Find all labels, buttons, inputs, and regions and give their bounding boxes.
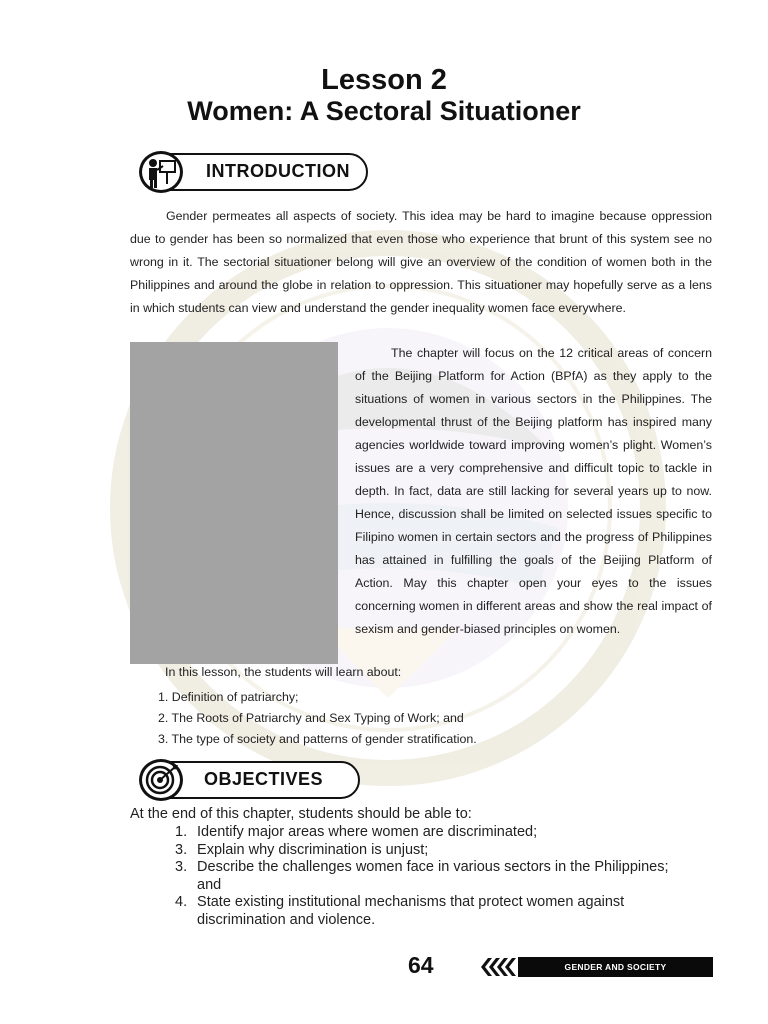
image-placeholder: [130, 342, 338, 664]
intro-paragraph-1: Gender permeates all aspects of society. This idea may be hard to imagine because oppression due to gender has been so normalized that even those who experience that brunt of this system see no wrong in it. The sectorial situationer belong will give an overview of the condition of women both in the Philippines and around the globe in relation to oppression. This situationer may hopefully serve as a lens in which students can view and understand the gender inequality women face everywhere.: [130, 209, 712, 315]
book-title-bar: GENDER AND SOCIETY: [518, 957, 713, 977]
objective-item: 3. Describe the challenges women face in various sectors in the Philippines; and: [175, 859, 669, 893]
target-icon: [139, 759, 183, 801]
page-title: Women: A Sectoral Situationer: [187, 96, 581, 126]
objective-item: 1. Identify major areas where women are discriminated;: [175, 824, 538, 840]
objectives-banner: [140, 761, 360, 799]
page-number: 64: [408, 952, 434, 978]
objectives-list: [175, 824, 715, 929]
list-item: 3. The type of society and patterns of gender stratification.: [158, 732, 477, 746]
chevrons-icon: [478, 956, 518, 978]
list-item: 1. Definition of patriarchy;: [158, 690, 299, 704]
introduction-heading: INTRODUCTION: [206, 161, 350, 181]
lesson-number: Lesson 2: [321, 64, 447, 96]
intro-paragraph-2: The chapter will focus on the 12 critical areas of concern of the Beijing Platform for Action (BPfA) as they apply to the situations of women in various sectors in the Philippines. The developmental thrust of the Beijing platform has inspired many agencies worldwide toward improving women’s plight. Women’s issues are a very comprehensive and difficult topic to tackle in depth. In fact, data are still lacking for several years up to now. Hence, discussion shall be limited on selected issues specific to Filipino women in certain sectors and the progress of Philippines has attained in fulfilling the goals of the Beijing Platform of Action. May this chapter open your eyes to the issues concerning women in different areas and show the real impact of sexism and gender-biased principles on women.: [355, 346, 712, 636]
objective-item: 3. Explain why discrimination is unjust;: [175, 841, 429, 858]
objective-item: 4. State existing institutional mechanisms that protect women against discrimination and violence.: [175, 894, 625, 928]
lesson-intro-text: In this lesson, the students will learn about:: [165, 665, 402, 679]
objectives-heading: OBJECTIVES: [204, 769, 324, 789]
list-item: 2. The Roots of Patriarchy and Sex Typing of Work; and: [158, 711, 464, 725]
presenter-icon: [139, 151, 183, 193]
objectives-intro: At the end of this chapter, students should be able to:: [130, 806, 472, 822]
lesson-topics-list: [158, 687, 477, 750]
introduction-banner: [140, 153, 368, 191]
